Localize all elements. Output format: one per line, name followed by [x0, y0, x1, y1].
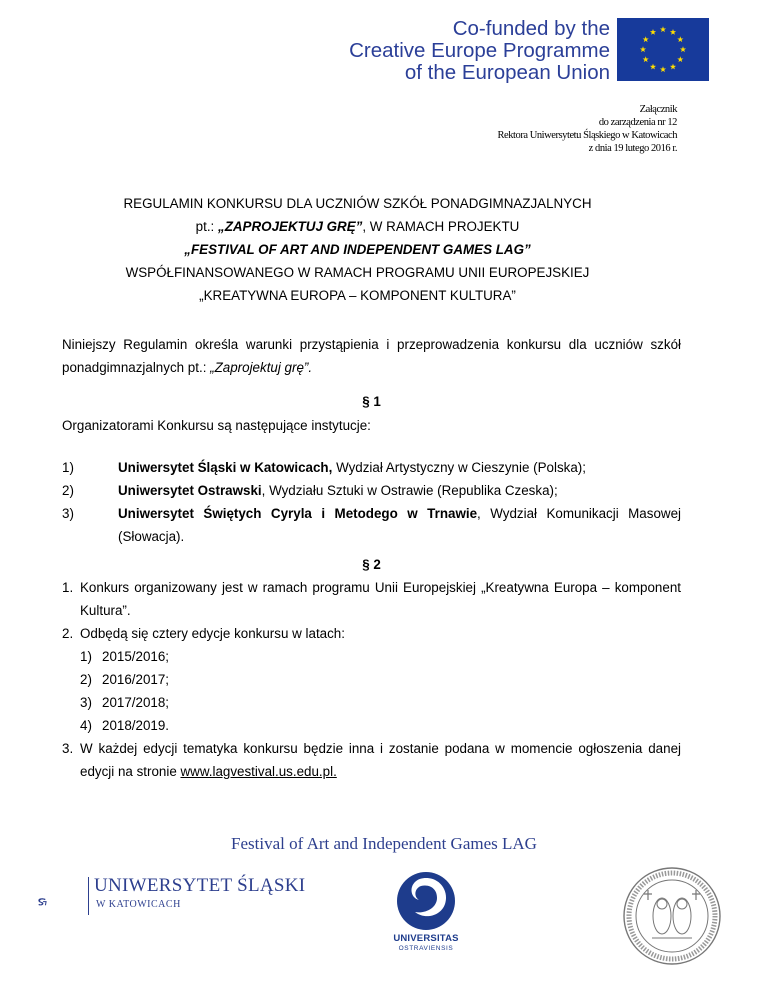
eu-cofunding-text [349, 18, 610, 84]
uo-logo-icon [395, 870, 457, 932]
annex-line-4: z dnia 19 lutego 2016 r. [588, 143, 677, 154]
list-item-number: 2. [62, 626, 74, 641]
year-item [62, 714, 681, 737]
list-item [62, 479, 681, 502]
eu-star [680, 46, 686, 52]
list-item [62, 502, 681, 548]
intro-contest-name: „Zaprojektuj grę”. [210, 360, 313, 375]
year-item [62, 668, 681, 691]
uo-subtitle: OSTRAVIENSIS [398, 945, 454, 952]
us-name: UNIWERSYTET ŚLĄSKI [94, 875, 306, 896]
list-item-number: 1. [62, 580, 74, 595]
eu-star [650, 64, 656, 70]
section-2-body [62, 576, 681, 783]
title-line-3 [105, 238, 610, 261]
year-number: 4) [80, 718, 92, 733]
eu-line-2: Creative Europe Programme [349, 39, 610, 62]
organizers-intro: Organizatorami Konkursu są następujące instytucje: [62, 418, 371, 433]
eu-star [677, 56, 683, 62]
organizer-detail: , Wydziału Sztuki w Ostrawie (Republika Czeska); [261, 483, 558, 498]
section-1-mark: § 1 [362, 394, 381, 409]
list-item [62, 622, 681, 645]
us-subtitle: W KATOWICACH [96, 899, 181, 910]
item-3-text: W każdej edycji tematyka konkursu będzie inna i zostanie podana w momencie ogłoszenia danej edycji na stronie [80, 741, 681, 779]
year-item [62, 645, 681, 668]
uo-name: UNIVERSITAS [393, 933, 459, 944]
year-number: 2) [80, 672, 92, 687]
organizer-name: Uniwersytet Śląski w Katowicach, [118, 460, 333, 475]
organizer-detail: , Wydział Komunikacji Masowej (Słowacja). [118, 506, 681, 544]
year-text: 2016/2017; [102, 672, 170, 687]
annex-line-2: do zarządzenia nr 12 [598, 117, 677, 128]
organizer-name: Uniwersytet Ostrawski [118, 483, 262, 498]
eu-flag-icon [617, 18, 709, 81]
list-item [62, 456, 681, 479]
organizer-detail: Wydział Artystyczny w Cieszynie (Polska); [332, 460, 586, 475]
list-item-text [118, 456, 681, 479]
year-item [62, 691, 681, 714]
annex-line-3: Rektora Uniwersytetu Śląskiego w Katowicach [497, 130, 677, 141]
organizers-list [62, 456, 681, 548]
list-item-text [80, 737, 681, 783]
organizer-name: Uniwersytet Świętych Cyryla i Metodego w Trnawie [118, 506, 478, 521]
title-contest-name: „ZAPROJEKTUJ GRĘ” [218, 219, 363, 234]
festival-website-link[interactable]: www.lagvestival.us.edu.pl. [180, 764, 337, 779]
list-item-number: 3. [62, 741, 74, 756]
list-item-text: Odbędą się cztery edycje konkursu w latach: [80, 626, 345, 641]
eu-star [660, 66, 666, 72]
title-line-5: „KREATYWNA EUROPA – KOMPONENT KULTURA” [199, 288, 516, 303]
title-line-4: WSPÓŁFINANSOWANEGO W RAMACH PROGRAMU UNII EUROPEJSKIEJ [125, 265, 590, 280]
eu-line-3: of the European Union [404, 61, 610, 84]
us-logo-divider [88, 877, 89, 915]
eu-star [650, 29, 656, 35]
footer-title: Festival of Art and Independent Games LAG [231, 834, 537, 853]
annex-line-1: Załącznik [639, 104, 677, 115]
eu-star [660, 26, 666, 32]
list-item [62, 737, 681, 783]
list-item-number: 3) [62, 506, 74, 521]
intro-text: Niniejszy Regulamin określa warunki przystąpienia i przeprowadzenia konkursu dla uczniów szkół ponadgimnazjalnych pt.: [62, 337, 681, 375]
annex-note [497, 103, 677, 155]
list-item-text [118, 479, 681, 502]
year-number: 3) [80, 695, 92, 710]
title-line-1: REGULAMIN KONKURSU DLA UCZNIÓW SZKÓŁ PONADGIMNAZJALNYCH [123, 196, 592, 211]
document-title [105, 192, 610, 307]
year-text: 2018/2019. [102, 718, 170, 733]
title-line-2-prefix: pt.: [195, 219, 218, 234]
eu-line-1: Co-funded by the [452, 17, 610, 40]
eu-star [677, 36, 683, 42]
list-item-text: Konkurs organizowany jest w ramach programu Unii Europejskiej „Kreatywna Europa – komponent Kultura”. [80, 580, 681, 618]
eu-star [643, 36, 649, 42]
list-item [62, 576, 681, 622]
eu-star [670, 64, 676, 70]
eu-star [640, 46, 646, 52]
us-logo-icon [38, 882, 90, 922]
title-line-2 [105, 215, 610, 238]
list-item-text [118, 502, 681, 548]
intro-paragraph [62, 333, 681, 379]
title-line-2-suffix: , W RAMACH PROJEKTU [362, 219, 520, 234]
list-item-number: 2) [62, 483, 74, 498]
eu-star [670, 29, 676, 35]
year-text: 2015/2016; [102, 649, 170, 664]
year-number: 1) [80, 649, 92, 664]
list-item-number: 1) [62, 460, 74, 475]
ucm-seal-icon [622, 866, 722, 966]
eu-star [643, 56, 649, 62]
section-2-mark: § 2 [362, 557, 381, 572]
title-project-name: „FESTIVAL OF ART AND INDEPENDENT GAMES LAG” [184, 242, 531, 257]
year-text: 2017/2018; [102, 695, 170, 710]
